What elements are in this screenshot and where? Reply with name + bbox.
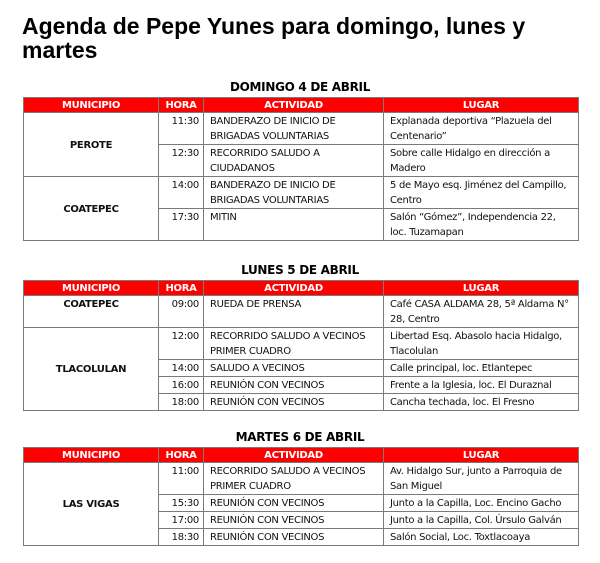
header-actividad: ACTIVIDAD <box>204 281 384 296</box>
hora-cell: 18:30 <box>159 529 204 546</box>
table-header-row <box>24 448 579 463</box>
hora-cell: 12:00 <box>159 328 204 360</box>
day-title-domingo: DOMINGO 4 DE ABRIL <box>229 80 371 94</box>
actividad-cell: REUNIÓN CON VECINOS <box>204 512 384 529</box>
hora-cell: 16:00 <box>159 377 204 394</box>
page-title: Agenda de Pepe Yunes para domingo, lunes y martes <box>22 13 526 63</box>
municipio-cell: COATEPEC <box>24 177 159 241</box>
lugar-cell: Junto a la Capilla, Loc. Encino Gacho <box>384 495 579 512</box>
table-row <box>24 328 579 360</box>
table-row <box>24 296 579 328</box>
actividad-cell: REUNIÓN CON VECINOS <box>204 529 384 546</box>
table-row <box>24 177 579 209</box>
lugar-cell: Sobre calle Hidalgo en dirección a Madero <box>384 145 579 177</box>
actividad-cell: REUNIÓN CON VECINOS <box>204 394 384 411</box>
hora-cell: 09:00 <box>159 296 204 328</box>
hora-cell: 12:30 <box>159 145 204 177</box>
actividad-cell: BANDERAZO DE INICIO DE BRIGADAS VOLUNTARIAS <box>204 113 384 145</box>
actividad-cell: MITIN <box>204 209 384 241</box>
lugar-cell: Cancha techada, loc. El Fresno <box>384 394 579 411</box>
agenda-table-domingo <box>23 97 579 241</box>
lugar-cell: Salón “Gómez”, Independencia 22, loc. Tuzamapan <box>384 209 579 241</box>
header-lugar: LUGAR <box>384 281 579 296</box>
hora-cell: 14:00 <box>159 360 204 377</box>
actividad-cell: RECORRIDO SALUDO A VECINOS PRIMER CUADRO <box>204 463 384 495</box>
header-hora: HORA <box>159 98 204 113</box>
hora-cell: 15:30 <box>159 495 204 512</box>
hora-cell: 17:00 <box>159 512 204 529</box>
agenda-table-lunes <box>23 280 579 411</box>
lugar-cell: 5 de Mayo esq. Jiménez del Campillo, Centro <box>384 177 579 209</box>
header-municipio: MUNICIPIO <box>24 281 159 296</box>
header-municipio: MUNICIPIO <box>24 98 159 113</box>
lugar-cell: Salón Social, Loc. Toxtlacoaya <box>384 529 579 546</box>
actividad-cell: RUEDA DE PRENSA <box>204 296 384 328</box>
header-municipio: MUNICIPIO <box>24 448 159 463</box>
municipio-cell: LAS VIGAS <box>24 463 159 546</box>
lugar-cell: Av. Hidalgo Sur, junto a Parroquia de San Miguel <box>384 463 579 495</box>
actividad-cell: RECORRIDO SALUDO A CIUDADANOS <box>204 145 384 177</box>
municipio-cell: TLACOLULAN <box>24 328 159 411</box>
hora-cell: 14:00 <box>159 177 204 209</box>
hora-cell: 11:30 <box>159 113 204 145</box>
header-lugar: LUGAR <box>384 98 579 113</box>
municipio-cell: COATEPEC <box>24 296 159 328</box>
municipio-cell: PEROTE <box>24 113 159 177</box>
hora-cell: 18:00 <box>159 394 204 411</box>
lugar-cell: Calle principal, loc. Etlantepec <box>384 360 579 377</box>
header-actividad: ACTIVIDAD <box>204 98 384 113</box>
actividad-cell: RECORRIDO SALUDO A VECINOS PRIMER CUADRO <box>204 328 384 360</box>
header-lugar: LUGAR <box>384 448 579 463</box>
lugar-cell: Junto a la Capilla, Col. Úrsulo Galván <box>384 512 579 529</box>
agenda-table-martes <box>23 447 579 546</box>
actividad-cell: BANDERAZO DE INICIO DE BRIGADAS VOLUNTARIAS <box>204 177 384 209</box>
lugar-cell: Explanada deportiva “Plazuela del Centenario” <box>384 113 579 145</box>
hora-cell: 11:00 <box>159 463 204 495</box>
header-hora: HORA <box>159 281 204 296</box>
hora-cell: 17:30 <box>159 209 204 241</box>
lugar-cell: Libertad Esq. Abasolo hacia Hidalgo, Tlacolulan <box>384 328 579 360</box>
day-title-martes: MARTES 6 DE ABRIL <box>235 430 365 444</box>
table-header-row <box>24 281 579 296</box>
header-hora: HORA <box>159 448 204 463</box>
table-row <box>24 463 579 495</box>
lugar-cell: Café CASA ALDAMA 28, 5ª Aldama N° 28, Centro <box>384 296 579 328</box>
lugar-cell: Frente a la Iglesia, loc. El Duraznal <box>384 377 579 394</box>
actividad-cell: REUNIÓN CON VECINOS <box>204 377 384 394</box>
header-actividad: ACTIVIDAD <box>204 448 384 463</box>
day-title-lunes: LUNES 5 DE ABRIL <box>241 263 359 277</box>
actividad-cell: REUNIÓN CON VECINOS <box>204 495 384 512</box>
actividad-cell: SALUDO A VECINOS <box>204 360 384 377</box>
table-row <box>24 113 579 145</box>
table-header-row <box>24 98 579 113</box>
